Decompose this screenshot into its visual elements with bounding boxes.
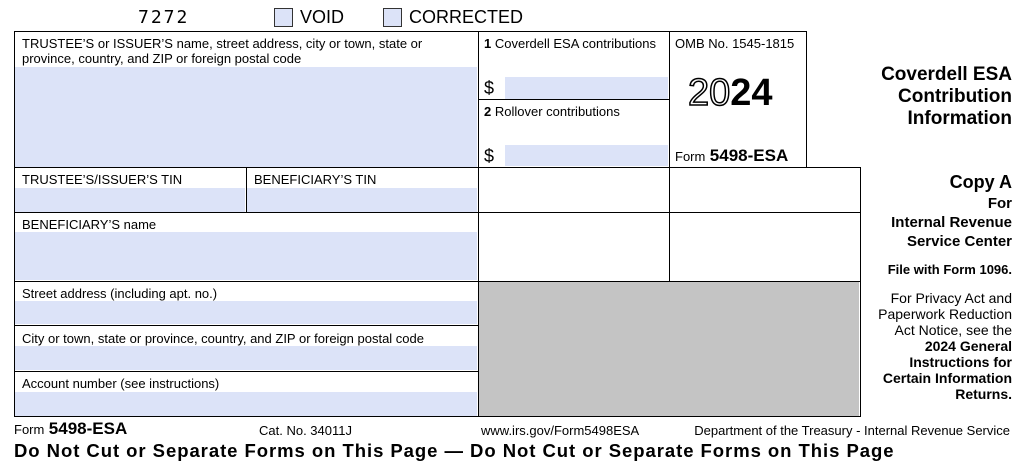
footer-form-number: 5498-ESA [48, 419, 128, 438]
account-input[interactable] [15, 392, 477, 416]
trustee-tin-input[interactable] [15, 188, 245, 212]
catalog-number: Cat. No. 34011J [259, 423, 352, 438]
instructions-line-4: Returns. [955, 386, 1012, 402]
copy-for [891, 194, 1012, 251]
footer-form-name [14, 419, 127, 439]
form-code: 7272 [138, 7, 190, 28]
form-title-line-3: Information [907, 108, 1012, 129]
box1-dollar: $ [484, 78, 495, 98]
do-not-cut-warning: Do Not Cut or Separate Forms on This Page — Do Not Cut or Separate Forms on This Page [14, 440, 895, 461]
beneficiary-name-input[interactable] [15, 232, 477, 280]
instructions-line-3: Certain Information [882, 370, 1012, 386]
trustee-tin-label: TRUSTEE’S/ISSUER’S TIN [22, 172, 183, 187]
privacy-line-1: For Privacy Act and [890, 290, 1012, 306]
form-title-line-2: Contribution [898, 86, 1012, 107]
beneficiary-tin-label: BENEFICIARY’S TIN [254, 172, 377, 187]
tax-year-bold: 24 [730, 72, 773, 114]
privacy-line-3: Act Notice, see the [894, 322, 1012, 338]
instructions-line-2: Instructions for [909, 354, 1012, 370]
shaded-block [479, 282, 859, 416]
void-checkbox[interactable] [274, 8, 293, 27]
street-label: Street address (including apt. no.) [22, 286, 218, 301]
void-label: VOID [300, 7, 345, 27]
omb-form-name [675, 146, 788, 166]
box2-text: Rollover contributions [494, 104, 620, 119]
city-input[interactable] [15, 346, 477, 370]
form-title [881, 64, 1012, 130]
beneficiary-tin-input[interactable] [247, 188, 477, 212]
box2-label [484, 104, 620, 119]
tax-year-outline: 20 [688, 72, 731, 114]
instructions-line-1: 2024 General [924, 338, 1012, 354]
city-label: City or town, state or province, country, and ZIP or foreign postal code [22, 331, 424, 346]
street-input[interactable] [15, 301, 477, 324]
box1-label [484, 36, 656, 51]
beneficiary-name-label: BENEFICIARY’S name [22, 217, 157, 232]
tax-year [688, 73, 773, 113]
corrected-checkbox[interactable] [383, 8, 402, 27]
omb-form-number: 5498-ESA [709, 146, 789, 165]
irs-url: www.irs.gov/Form5498ESA [481, 423, 640, 438]
copy-label: Copy A [949, 172, 1012, 192]
copy-for-line-1: For [987, 195, 1012, 212]
privacy-line-2: Paperwork Reduction [878, 306, 1012, 322]
box1-text: Coverdell ESA contributions [494, 36, 657, 51]
omb-number: OMB No. 1545-1815 [675, 36, 795, 51]
privacy-note [878, 290, 1012, 402]
corrected-label: CORRECTED [409, 7, 524, 27]
box2-dollar: $ [484, 146, 495, 166]
form-title-line-1: Coverdell ESA [881, 64, 1012, 85]
form-grid [14, 31, 860, 417]
copy-for-line-2: Internal Revenue [891, 214, 1012, 231]
box1-number: 1 [484, 36, 492, 51]
box2-input[interactable] [505, 145, 668, 166]
account-label: Account number (see instructions) [22, 376, 220, 391]
omb-form-prefix: Form [675, 149, 706, 164]
box1-input[interactable] [505, 77, 668, 99]
file-with-note: File with Form 1096. [887, 262, 1012, 277]
copy-for-line-3: Service Center [906, 233, 1012, 250]
box2-number: 2 [484, 104, 492, 119]
trustee-name-label: TRUSTEE’S or ISSUER’S name, street address, city or town, state or province, country, and ZIP or foreign postal code [22, 36, 423, 66]
trustee-name-input[interactable] [15, 67, 477, 167]
footer-form-prefix: Form [14, 422, 45, 437]
department-label: Department of the Treasury - Internal Revenue Service [694, 423, 1010, 438]
